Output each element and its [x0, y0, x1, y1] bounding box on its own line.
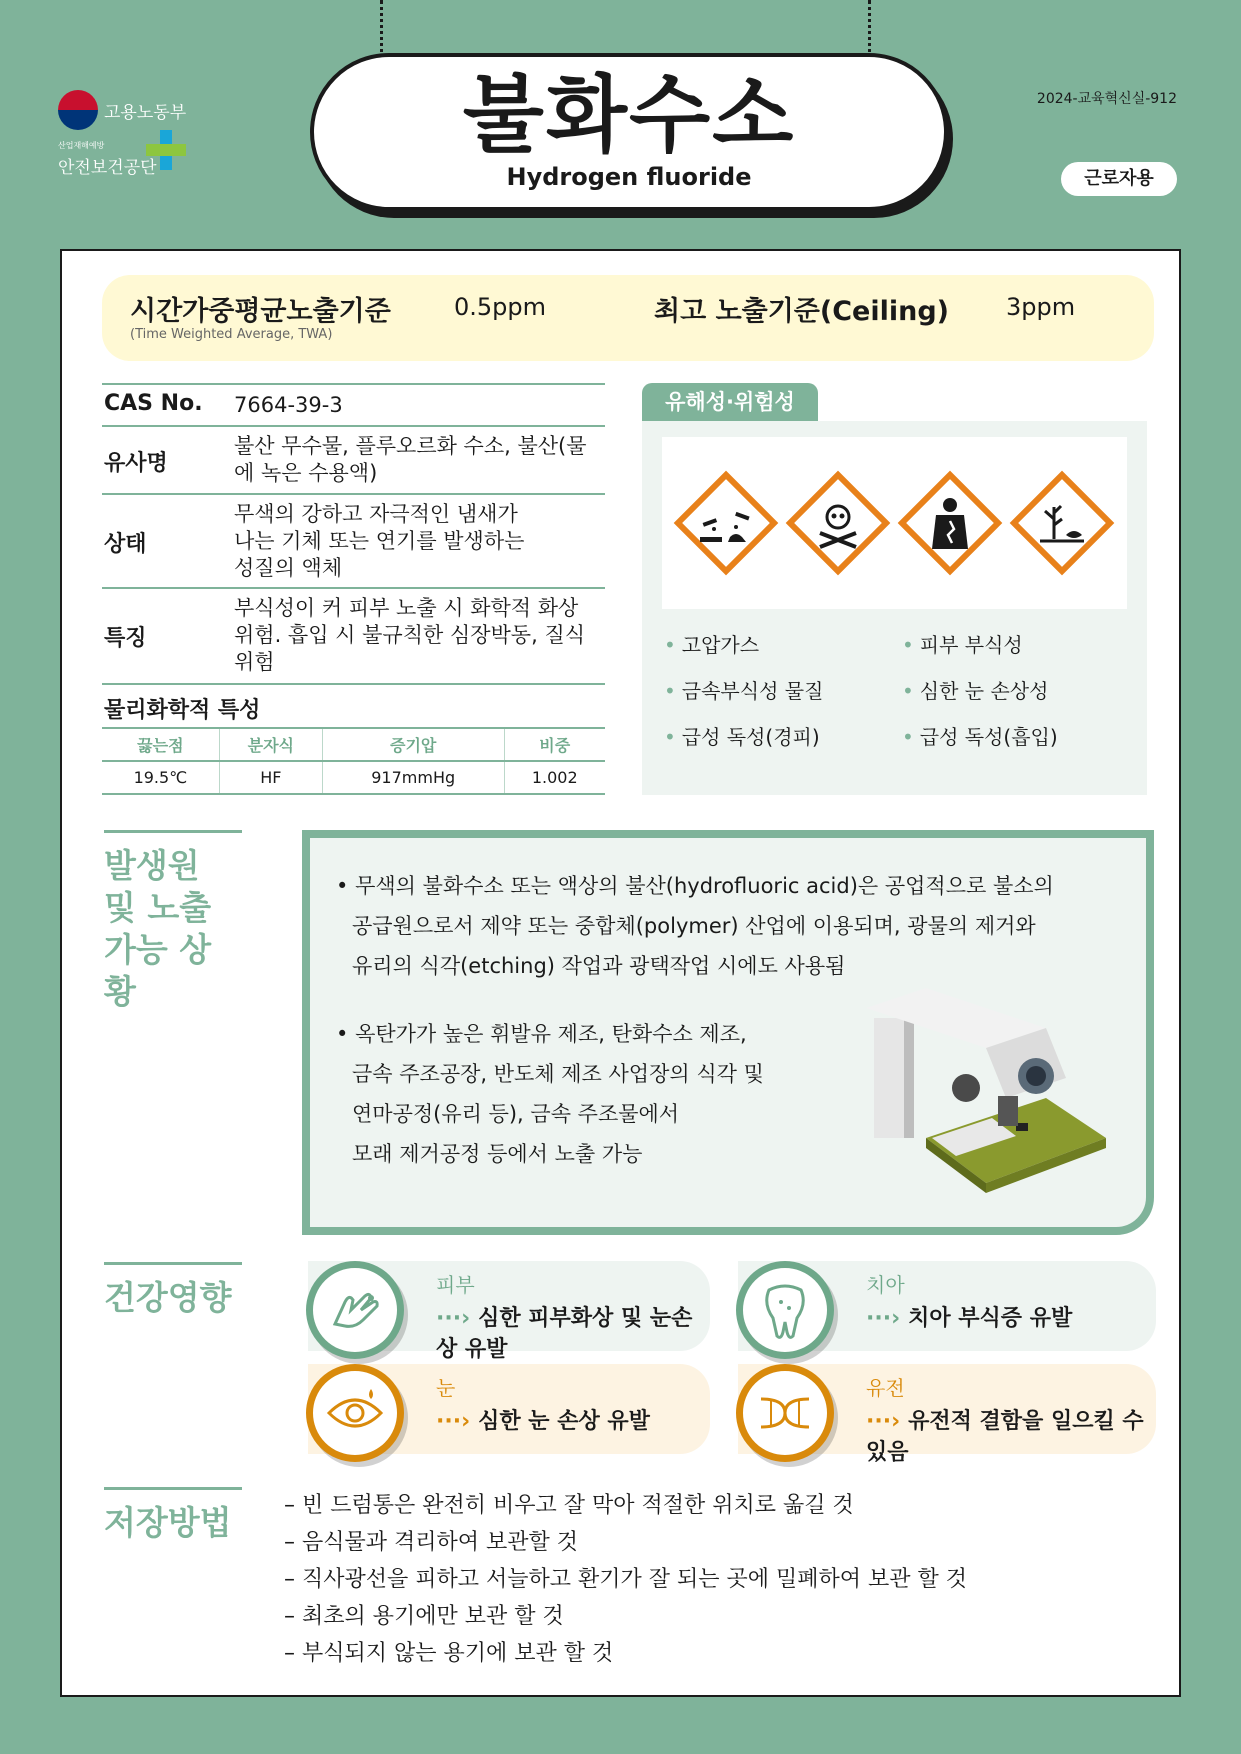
props-header: 비중: [504, 728, 605, 761]
kosha-subtitle: 산업재해예방: [58, 141, 105, 150]
feature-label: 특징: [104, 626, 147, 651]
state-label: 상태: [104, 532, 147, 557]
twa-sublabel: (Time Weighted Average, TWA): [130, 327, 333, 342]
hazard-item: • 피부 부식성: [902, 633, 1023, 657]
health-card-title: 눈: [436, 1376, 456, 1400]
ministry-logo: [58, 90, 186, 130]
source-box: [302, 830, 1154, 1235]
microscope-circuit-illustration: [866, 988, 1116, 1213]
info-row-feature: [102, 587, 605, 683]
source-bullet-1: • 무색의 불화수소 또는 액상의 불산(hydrofluoric acid)은 공업적으로 불소의 공급원으로서 제약 또는 중합체(polymer) 산업에 이용되며, 광물의 제거와 유리의 식각(etching) 작업과 광택작업 시에도 사용됨: [336, 874, 1054, 978]
page-subtitle: Hydrogen fluoride: [506, 163, 752, 191]
state-value: 무색의 강하고 자극적인 냄새가 나는 기체 또는 연기를 발생하는 성질의 액체: [234, 502, 525, 580]
hazard-tab: 유해성·위험성: [642, 383, 818, 421]
storage-line: – 최초의 용기에만 보관 할 것: [284, 1604, 564, 1629]
main-panel: [60, 249, 1181, 1697]
synonym-value: 불산 무수물, 플루오르화 수소, 불산(물에 녹은 수용액): [234, 434, 587, 485]
eye-icon: [306, 1364, 404, 1462]
source-bullet-2: • 옥탄가가 높은 휘발유 제조, 탄화수소 제조, 금속 주조공장, 반도체 제조 사업장의 식각 및 연마공정(유리 등), 금속 주조물에서 모래 제거공정 등에서 노출 가능: [336, 1022, 764, 1166]
skull-crossbones-pictogram-icon: [790, 475, 886, 571]
health-card-teeth: [738, 1261, 1156, 1351]
props-value: 917mmHg: [322, 761, 504, 794]
hazard-box: [642, 421, 1147, 795]
storage-line: – 직사광선을 피하고 서늘하고 환기가 잘 되는 곳에 밀폐하여 보관 할 것: [284, 1567, 967, 1592]
storage-line: – 음식물과 격리하여 보관할 것: [284, 1530, 578, 1555]
info-row-state: [102, 493, 605, 587]
taegeuk-icon: [58, 90, 98, 130]
kosha-name: 안전보건공단: [58, 158, 157, 178]
health-card-desc: ···› 심한 피부화상 및 눈손상 유발: [436, 1306, 693, 1362]
health-heading: 건강영향: [104, 1262, 242, 1319]
props-value: 19.5℃: [102, 761, 219, 794]
health-card-title: 치아: [866, 1273, 905, 1297]
chemical-info: [102, 383, 605, 787]
health-card-desc: ···› 심한 눈 손상 유발: [436, 1409, 650, 1434]
ghs-pictograms-svg: [662, 437, 1127, 609]
storage-line: – 빈 드럼통은 완전히 비우고 잘 막아 적절한 위치로 옮길 것: [284, 1493, 854, 1518]
hazard-item: • 급성 독성(흡입): [902, 725, 1058, 749]
props-header: 증기압: [322, 728, 504, 761]
props-value: 1.002: [504, 761, 605, 794]
corrosion-pictogram-icon: [678, 475, 774, 571]
ministry-name: 고용노동부: [104, 102, 187, 123]
health-card-desc: ···› 유전적 결함을 일으킬 수 있음: [866, 1409, 1144, 1465]
props-header: 분자식: [219, 728, 322, 761]
exposure-standards: [102, 275, 1154, 361]
props-header: 끓는점: [102, 728, 219, 761]
props-table: [102, 727, 605, 795]
kosha-logo: [58, 140, 157, 178]
info-row-synonym: [102, 425, 605, 493]
health-card-skin: [308, 1261, 710, 1362]
cas-label: CAS No.: [104, 391, 203, 416]
synonym-label: 유사명: [104, 451, 168, 476]
source-heading: 발생원 및 노출가능 상황: [104, 830, 242, 1013]
health-card-desc: ···› 치아 부식증 유발: [866, 1306, 1073, 1331]
twa-label: 시간가중평균노출기준: [130, 296, 391, 327]
ceiling-value: 3ppm: [1006, 293, 1076, 321]
page-title: 불화수소: [462, 66, 796, 164]
hazard-item: • 급성 독성(경피): [664, 725, 820, 749]
dna-icon: [736, 1364, 834, 1462]
ceiling-label: 최고 노출기준(Ceiling): [654, 296, 950, 327]
environment-pictogram-icon: [1014, 475, 1110, 571]
tooth-icon: [736, 1261, 834, 1359]
health-card-title: 피부: [436, 1273, 475, 1297]
audience-badge: 근로자용: [1061, 162, 1177, 196]
info-row-cas: [102, 383, 605, 425]
hazard-item: • 금속부식성 물질: [664, 679, 824, 703]
hazard-item: • 심한 눈 손상성: [902, 679, 1049, 703]
skin-hand-icon: [306, 1261, 404, 1359]
props-value: HF: [219, 761, 322, 794]
info-row-props: [102, 683, 605, 787]
hazard-item: • 고압가스: [664, 633, 760, 657]
hazard-panel: [642, 383, 1147, 795]
storage-heading: 저장방법: [104, 1487, 242, 1544]
health-hazard-pictogram-icon: [902, 475, 998, 571]
storage-line: – 부식되지 않는 용기에 보관 할 것: [284, 1641, 614, 1666]
health-card-genetic: [738, 1364, 1156, 1465]
title-card: [310, 53, 948, 211]
health-card-title: 유전: [866, 1376, 905, 1400]
twa-value: 0.5ppm: [454, 293, 547, 321]
health-card-eye: [308, 1364, 710, 1454]
cas-value: 7664-39-3: [234, 393, 343, 417]
document-number: 2024-교육혁신실-912: [1036, 91, 1177, 107]
kosha-cross-icon: [146, 130, 186, 170]
ghs-pictograms: [662, 437, 1127, 609]
feature-value: 부식성이 커 피부 노출 시 화학적 화상 위험. 흡입 시 불규칙한 심장박동, 질식 위험: [234, 596, 586, 674]
props-title: 물리화학적 특성: [104, 698, 261, 723]
